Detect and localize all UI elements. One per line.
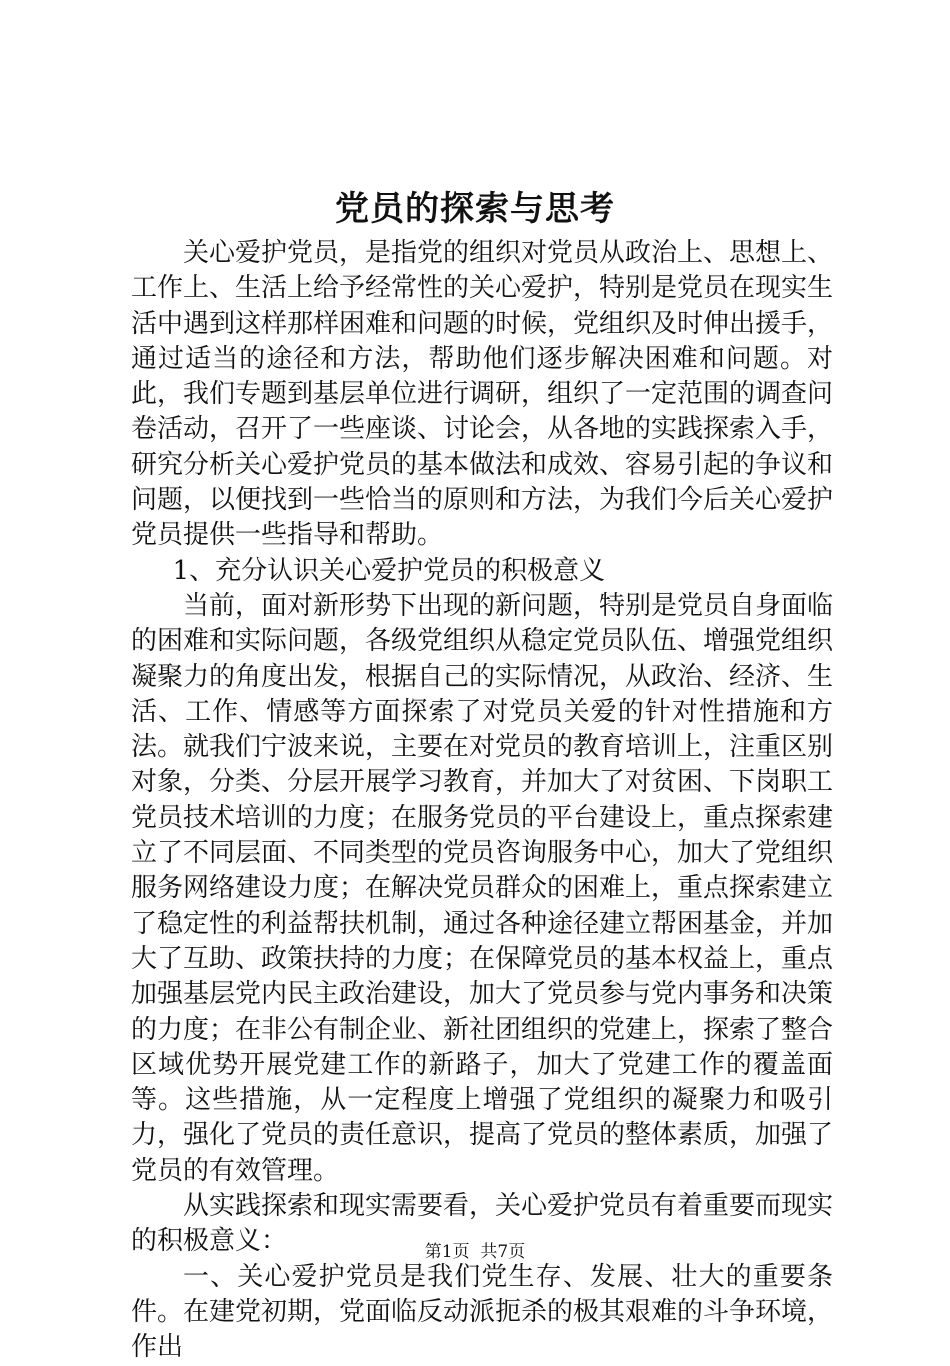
paragraph-point-one: 一、关心爱护党员是我们党生存、发展、壮大的重要条件。在建党初期，党面临反动派扼杀的极其艰难的斗争环境，作出 [131, 1261, 834, 1363]
page-total: 共7页 [480, 1242, 526, 1262]
footer-separator [470, 1242, 481, 1262]
section-heading: 1、充分认识关心爱护党员的积极意义 [172, 555, 606, 586]
page-number: 第1页 [424, 1242, 470, 1262]
paragraph-intro: 关心爱护党员，是指党的组织对党员从政治上、思想上、工作上、生活上给予经常性的关心爱护，特别是党员在现实生活中遇到这样那样困难和问题的时候，党组织及时伸出援手，通过适当的途径和方法，帮助他们逐步解决困难和问题。对此，我们专题到基层单位进行调研，组织了一定范围的调查问卷活动，召开了一些座谈、讨论会，从各地的实践探索入手，研究分析关心爱护党员的基本做法和成效、容易引起的争议和问题，以便找到一些恰当的原则和方法，为我们今后关心爱护党员提供一些指导和帮助。 [131, 238, 834, 551]
document-body [131, 236, 833, 1366]
paragraph-significance: 从实践探索和现实需要看，关心爱护党员有着重要而现实的积极意义： [131, 1191, 834, 1257]
paragraph-current-practice: 当前，面对新形势下出现的新问题，特别是党员自身面临的困难和实际问题，各级党组织从稳定党员队伍、增强党组织凝聚力的角度出发，根据自己的实际情况，从政治、经济、生活、工作、情感等方面探索了对党员关爱的针对性措施和方法。就我们宁波来说，主要在对党员的教育培训上，注重区别对象，分类、分层开展学习教育，并加大了对贫困、下岗职工党员技术培训的力度；在服务党员的平台建设上，重点探索建立了不同层面、不同类型的党员咨询服务中心，加大了党组织服务网络建设力度；在解决党员群众的困难上，重点探索建立了稳定性的利益帮扶机制，通过各种途径建立帮困基金，并加大了互助、政策扶持的力度；在保障党员的基本权益上，重点加强基层党内民主政治建设，加大了党员参与党内事务和决策的力度；在非公有制企业、新社团组织的党建上，探索了整合区域优势开展党建工作的新路子，加大了党建工作的覆盖面等。这些措施，从一定程度上增强了党组织的凝聚力和吸引力，强化了党员的责任意识，提高了党员的整体素质，加强了党员的有效管理。 [131, 590, 834, 1186]
page-footer [0, 1240, 950, 1264]
document-title: 党员的探索与思考 [335, 189, 615, 229]
